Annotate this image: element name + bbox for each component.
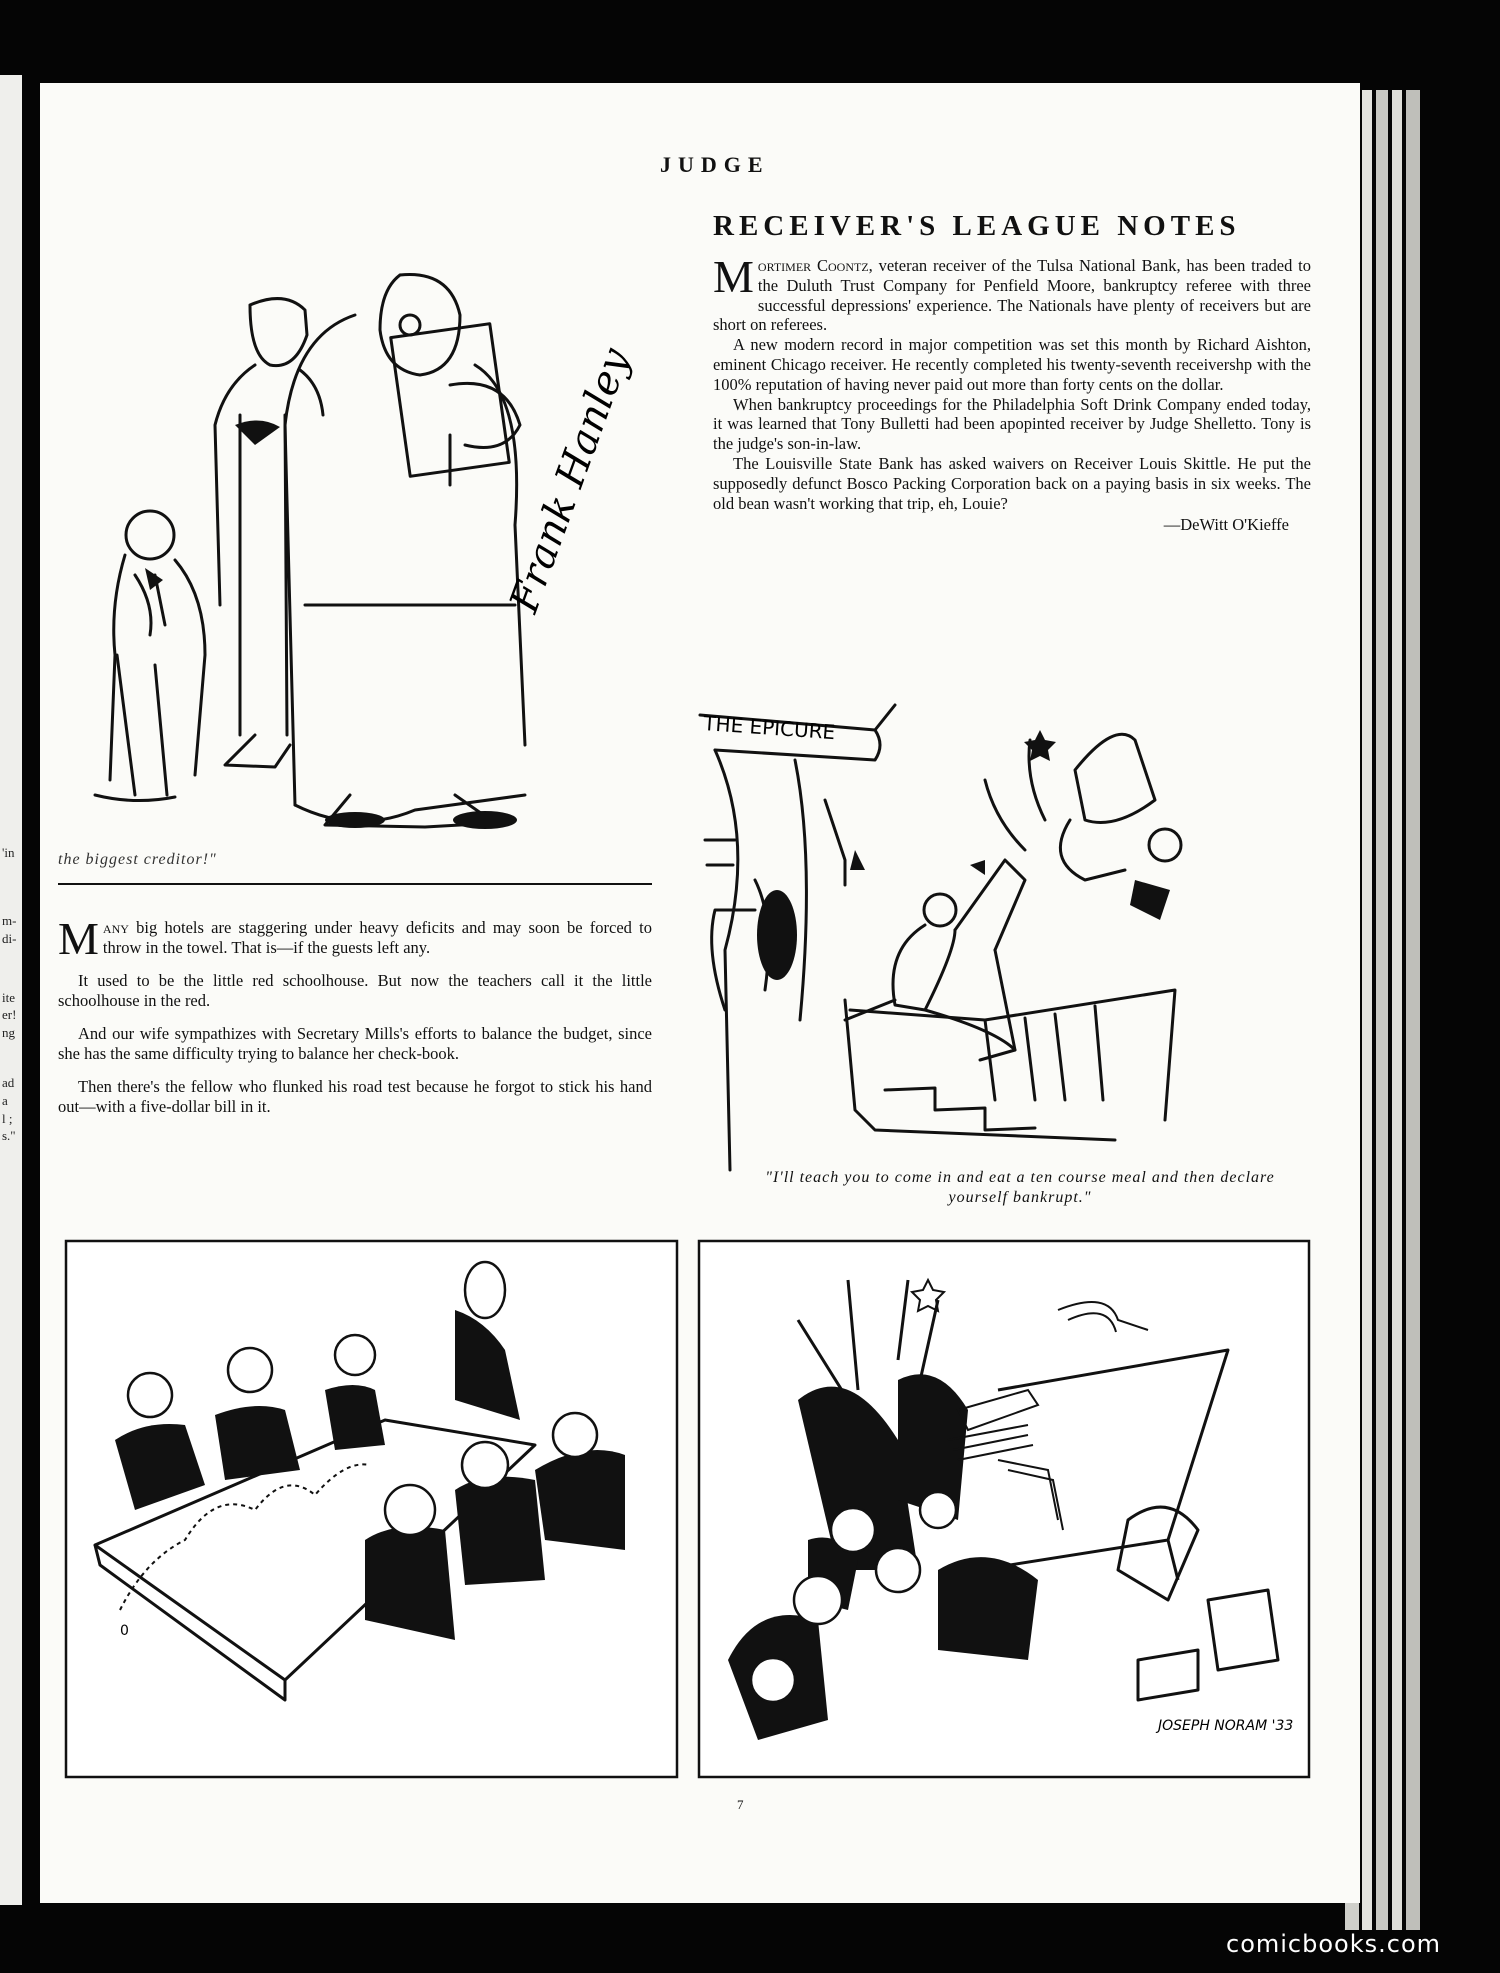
left-page-fragment: a	[2, 1093, 8, 1108]
watermark: comicbooks.com	[1226, 1930, 1442, 1958]
epicure-sign: THE EPICURE	[702, 711, 836, 745]
left-page-fragment: di-	[2, 931, 17, 946]
dropcap: M	[58, 913, 99, 964]
left-page-fragment: er!	[2, 1007, 17, 1022]
jokes-column	[58, 913, 652, 1130]
page-edge	[1406, 90, 1420, 1930]
epicure-cartoon	[695, 700, 1315, 1170]
magazine-title: JUDGE	[660, 152, 770, 177]
article-body	[713, 251, 1311, 535]
left-page-fragment: s."	[2, 1128, 16, 1143]
paragraph-text: big hotels are staggering under heavy deficits and may soon be forced to throw in the towel. That is—if the guests left any.	[102, 918, 652, 957]
board-meeting-panel	[65, 1240, 678, 1778]
paragraph-text: veteran receiver of the Tulsa National Bank, has been traded to the Duluth Trust Company for Penfield Moore, bankruptcy referee with three successful depressions' experience. The Nationals have plenty of receivers but are short on referees.	[713, 256, 1311, 335]
left-page-fragment: 'in	[2, 845, 15, 860]
article-paragraph	[713, 251, 1311, 335]
joke-paragraph	[58, 913, 652, 964]
dropcap: M	[713, 251, 754, 302]
page-edge	[1376, 90, 1388, 1930]
joke-paragraph: It used to be the little red schoolhouse. But now the teachers call it the little schoolhouse in the red.	[58, 971, 652, 1010]
left-page-fragment: ite	[2, 990, 15, 1005]
article-paragraph: The Louisville State Bank has asked waivers on Receiver Louis Skittle. He put the supposedly defunct Bosco Packing Corporation back on a paying basis in six weeks. The old bean wasn't working that trip, eh, Louie?	[713, 453, 1311, 513]
article-paragraph: When bankruptcy proceedings for the Philadelphia Soft Drink Company ended today, it was learned that Tony Bulletti had been apopinted receiver by Judge Shelletto. Tony is the judge's son-in-law.	[713, 394, 1311, 454]
creditor-cartoon	[55, 275, 640, 835]
coin-label: 0	[120, 1623, 129, 1639]
brawl-signature: JOSEPH NORAM '33	[1158, 1718, 1294, 1734]
lead-smallcaps: any	[102, 918, 129, 937]
left-page-fragment: l ;	[2, 1111, 13, 1126]
article-paragraph: A new modern record in major competition was set this month by Richard Aishton, eminent Chicago receiver. He recently completed his twenty-seventh receivershp with the 100% reputation of having never paid out more than forty cents on the dollar.	[713, 335, 1311, 394]
joke-paragraph: Then there's the fellow who flunked his road test because he forgot to stick his hand out—with a five-dollar bill in it.	[58, 1077, 652, 1116]
page-edge	[1392, 90, 1402, 1930]
creditor-caption: the biggest creditor!"	[58, 851, 217, 868]
signature-text: Frank Hanley	[501, 342, 640, 619]
page-edge	[1362, 90, 1372, 1930]
left-page-edge	[0, 75, 22, 1905]
left-page-fragment: ng	[2, 1025, 15, 1040]
left-page-fragment: ad	[2, 1075, 15, 1090]
brawl-panel	[698, 1240, 1310, 1778]
left-page-fragment: m-	[2, 913, 17, 928]
article-headline: RECEIVER'S LEAGUE NOTES	[713, 210, 1241, 242]
lead-smallcaps: ortimer Coontz,	[757, 256, 873, 275]
epicure-caption: "I'll teach you to come in and eat a ten course meal and then declare yourself bankrupt."	[765, 1169, 1275, 1206]
page-number: 7	[737, 1797, 744, 1812]
divider	[58, 883, 652, 885]
joke-paragraph: And our wife sympathizes with Secretary Mills's efforts to balance the budget, since she has the same difficulty trying to balance her check-book.	[58, 1024, 652, 1063]
byline: —DeWitt O'Kieffe	[1163, 515, 1289, 535]
